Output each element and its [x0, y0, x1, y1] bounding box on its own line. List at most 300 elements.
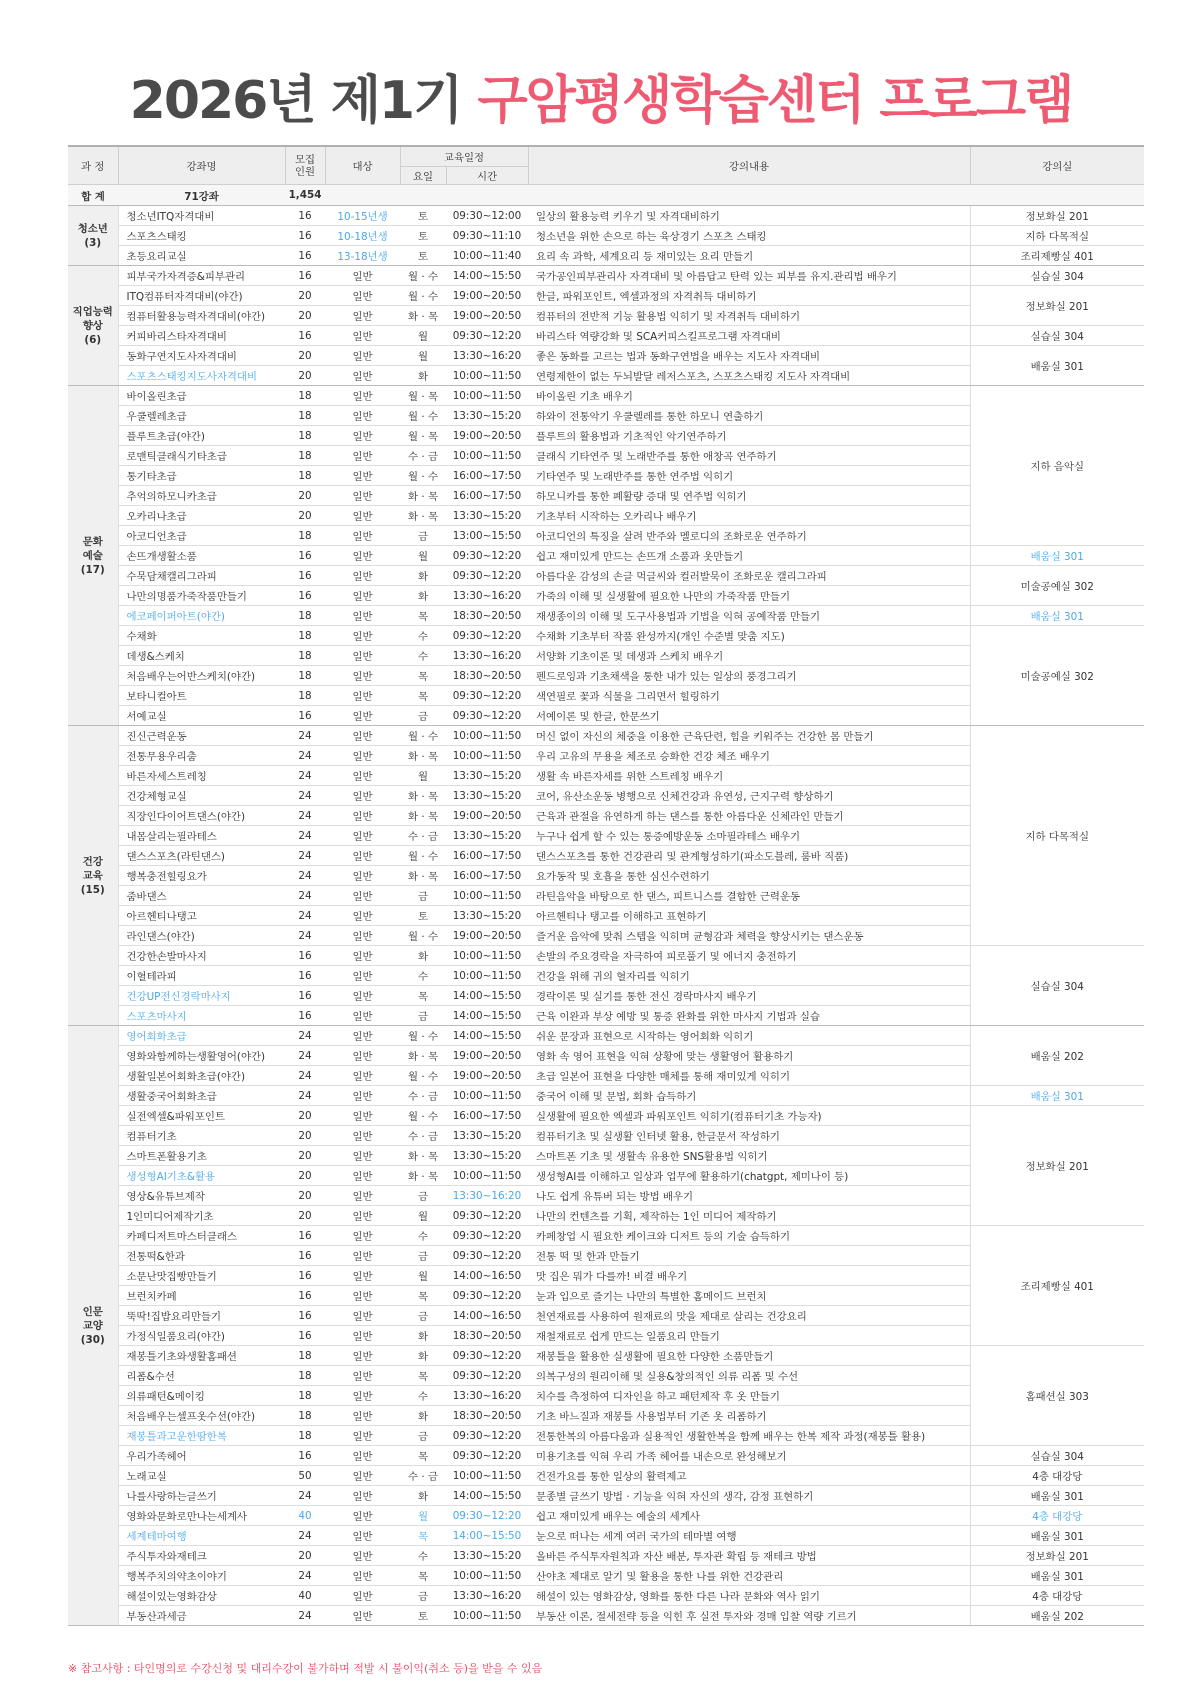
day-cell: 화 · 목 — [400, 866, 446, 886]
time-cell: 13:30~15:20 — [446, 1546, 528, 1566]
target-cell: 일반 — [325, 866, 400, 886]
day-cell: 수 — [400, 1226, 446, 1246]
time-cell: 09:30~12:20 — [446, 1506, 528, 1526]
capacity-cell: 16 — [285, 946, 325, 966]
content-cell: 라틴음악을 바탕으로 한 댄스, 피트니스를 결합한 근력운동 — [528, 886, 970, 906]
day-cell: 화 · 목 — [400, 1046, 446, 1066]
day-cell: 목 — [400, 1366, 446, 1386]
capacity-cell: 24 — [285, 726, 325, 746]
content-cell: 컴퓨터기초 및 실생활 인터넷 활용, 한글문서 작성하기 — [528, 1126, 970, 1146]
target-cell: 일반 — [325, 406, 400, 426]
day-cell: 토 — [400, 206, 446, 226]
content-cell: 하모니카를 통한 폐활량 증대 및 연주법 익히기 — [528, 486, 970, 506]
total-blank — [970, 185, 1144, 206]
target-cell: 일반 — [325, 1106, 400, 1126]
capacity-cell: 18 — [285, 1406, 325, 1426]
header-course: 강좌명 — [118, 146, 285, 185]
capacity-cell: 24 — [285, 806, 325, 826]
room-cell: 정보화실 201 — [970, 1106, 1144, 1226]
time-cell: 18:30~20:50 — [446, 606, 528, 626]
day-cell: 화 — [400, 586, 446, 606]
target-cell: 일반 — [325, 1566, 400, 1586]
day-cell: 토 — [400, 226, 446, 246]
capacity-cell: 16 — [285, 206, 325, 226]
capacity-cell: 24 — [285, 906, 325, 926]
target-cell: 일반 — [325, 386, 400, 406]
target-cell: 일반 — [325, 1546, 400, 1566]
time-cell: 16:00~17:50 — [446, 486, 528, 506]
content-cell: 가죽의 이해 및 실생활에 필요한 나만의 가죽작품 만들기 — [528, 586, 970, 606]
table-row — [68, 1106, 1144, 1126]
content-cell: 하와이 전통악기 우쿨렐레를 통한 하모니 연출하기 — [528, 406, 970, 426]
target-cell: 일반 — [325, 746, 400, 766]
course-name: 스포츠스태킹지도사자격대비 — [118, 366, 285, 386]
table-row — [68, 246, 1144, 266]
time-cell: 13:30~16:20 — [446, 1186, 528, 1206]
capacity-cell: 24 — [285, 926, 325, 946]
capacity-cell: 24 — [285, 846, 325, 866]
course-name: 스포츠마사지 — [118, 1006, 285, 1026]
table-row — [68, 1586, 1144, 1606]
day-cell: 수 — [400, 1386, 446, 1406]
course-name: 브런치카페 — [118, 1286, 285, 1306]
time-cell: 09:30~12:20 — [446, 1286, 528, 1306]
header-schedule: 교육일정 — [400, 146, 528, 167]
content-cell: 플루트의 활용법과 기초적인 악기연주하기 — [528, 426, 970, 446]
category-cell: 청소년 (3) — [68, 206, 118, 266]
content-cell: 건강을 위해 귀의 혈자리를 익히기 — [528, 966, 970, 986]
time-cell: 16:00~17:50 — [446, 466, 528, 486]
day-cell: 수 · 금 — [400, 1466, 446, 1486]
room-cell: 4층 대강당 — [970, 1586, 1144, 1606]
day-cell: 목 — [400, 1286, 446, 1306]
capacity-cell: 24 — [285, 886, 325, 906]
capacity-cell: 24 — [285, 1026, 325, 1046]
day-cell: 월 · 수 — [400, 1026, 446, 1046]
time-cell: 16:00~17:50 — [446, 1106, 528, 1126]
time-cell: 09:30~12:20 — [446, 1206, 528, 1226]
day-cell: 수 — [400, 1546, 446, 1566]
course-name: 통기타초급 — [118, 466, 285, 486]
content-cell: 재봉틀을 활용한 실생활에 필요한 다양한 소품만들기 — [528, 1346, 970, 1366]
table-row — [68, 1026, 1144, 1046]
time-cell: 16:00~17:50 — [446, 846, 528, 866]
table-row — [68, 946, 1144, 966]
capacity-cell: 18 — [285, 686, 325, 706]
day-cell: 화 — [400, 1346, 446, 1366]
program-table — [68, 145, 1144, 1626]
table-row — [68, 566, 1144, 586]
content-cell: 실생활에 필요한 엑셀과 파워포인트 익히기(컴퓨터기초 가능자) — [528, 1106, 970, 1126]
target-cell: 일반 — [325, 346, 400, 366]
header-capacity: 모집 인원 — [285, 146, 325, 185]
capacity-cell: 18 — [285, 626, 325, 646]
course-name: 직장인다이어트댄스(야간) — [118, 806, 285, 826]
target-cell: 일반 — [325, 1606, 400, 1626]
time-cell: 09:30~12:20 — [446, 566, 528, 586]
room-cell: 4층 대강당 — [970, 1506, 1144, 1526]
content-cell: 전통 떡 및 한과 만들기 — [528, 1246, 970, 1266]
target-cell: 일반 — [325, 326, 400, 346]
capacity-cell: 24 — [285, 766, 325, 786]
course-name: 뚝딱!집밥요리만들기 — [118, 1306, 285, 1326]
course-name: 내몸살리는필라테스 — [118, 826, 285, 846]
time-cell: 14:00~15:50 — [446, 986, 528, 1006]
day-cell: 수 · 금 — [400, 1126, 446, 1146]
room-cell: 조리제빵실 401 — [970, 1226, 1144, 1346]
room-cell: 배움실 301 — [970, 1526, 1144, 1546]
course-name: 행복주치의약초이야기 — [118, 1566, 285, 1586]
course-name: 댄스스포츠(라틴댄스) — [118, 846, 285, 866]
time-cell: 13:00~15:50 — [446, 526, 528, 546]
capacity-cell: 20 — [285, 486, 325, 506]
day-cell: 월 · 수 — [400, 266, 446, 286]
capacity-cell: 20 — [285, 1206, 325, 1226]
target-cell: 일반 — [325, 666, 400, 686]
course-name: 나를사랑하는글쓰기 — [118, 1486, 285, 1506]
day-cell: 화 — [400, 1326, 446, 1346]
time-cell: 14:00~16:50 — [446, 1306, 528, 1326]
time-cell: 10:00~11:50 — [446, 946, 528, 966]
room-cell: 조리제빵실 401 — [970, 246, 1144, 266]
time-cell: 13:30~15:20 — [446, 506, 528, 526]
target-cell: 일반 — [325, 906, 400, 926]
course-name: 플루트초급(야간) — [118, 426, 285, 446]
day-cell: 화 — [400, 1406, 446, 1426]
time-cell: 09:30~12:20 — [446, 1226, 528, 1246]
time-cell: 10:00~11:50 — [446, 1606, 528, 1626]
content-cell: 한글, 파워포인트, 엑셀과정의 자격취득 대비하기 — [528, 286, 970, 306]
course-name: 주식투자와재테크 — [118, 1546, 285, 1566]
content-cell: 기초 바느질과 재봉틀 사용법부터 기존 옷 리폼하기 — [528, 1406, 970, 1426]
course-name: 보타니컬아트 — [118, 686, 285, 706]
day-cell: 화 · 목 — [400, 746, 446, 766]
course-name: 컴퓨터기초 — [118, 1126, 285, 1146]
room-cell: 배움실 202 — [970, 1606, 1144, 1626]
capacity-cell: 24 — [285, 1086, 325, 1106]
target-cell: 일반 — [325, 1126, 400, 1146]
room-cell: 지하 다목적실 — [970, 726, 1144, 946]
course-name: 전통떡&한과 — [118, 1246, 285, 1266]
course-name: 처음배우는어반스케치(야간) — [118, 666, 285, 686]
capacity-cell: 16 — [285, 986, 325, 1006]
content-cell: 머신 없이 자신의 체중을 이용한 근육단련, 힘을 키워주는 건강한 몸 만들기 — [528, 726, 970, 746]
time-cell: 13:30~15:20 — [446, 906, 528, 926]
room-cell: 정보화실 201 — [970, 286, 1144, 326]
time-cell: 10:00~11:40 — [446, 246, 528, 266]
content-cell: 중국어 이해 및 문법, 회화 습득하기 — [528, 1086, 970, 1106]
target-cell: 일반 — [325, 366, 400, 386]
table-row — [68, 546, 1144, 566]
total-row — [68, 185, 1144, 206]
day-cell: 월 · 수 — [400, 1106, 446, 1126]
time-cell: 10:00~11:50 — [446, 1566, 528, 1586]
day-cell: 월 — [400, 346, 446, 366]
total-blank — [400, 185, 446, 206]
course-name: 손뜨개생활소품 — [118, 546, 285, 566]
time-cell: 10:00~11:50 — [446, 446, 528, 466]
category-cell: 문화 예술 (17) — [68, 386, 118, 726]
category-cell: 인문 교양 (30) — [68, 1026, 118, 1626]
target-cell: 일반 — [325, 466, 400, 486]
day-cell: 금 — [400, 1246, 446, 1266]
course-name: 세계테마여행 — [118, 1526, 285, 1546]
time-cell: 19:00~20:50 — [446, 926, 528, 946]
table-row — [68, 206, 1144, 226]
room-cell: 홈패션실 303 — [970, 1346, 1144, 1446]
course-name: 초등요리교실 — [118, 246, 285, 266]
day-cell: 토 — [400, 1606, 446, 1626]
content-cell: 부동산 이론, 절세전략 등을 익힌 후 실전 투자와 경매 입찰 역량 기르기 — [528, 1606, 970, 1626]
target-cell: 일반 — [325, 1526, 400, 1546]
day-cell: 화 — [400, 366, 446, 386]
day-cell: 목 — [400, 986, 446, 1006]
total-label: 합 계 — [68, 185, 118, 206]
time-cell: 14:00~15:50 — [446, 1486, 528, 1506]
title-center-name: 구암평생학습센터 프로그램 — [477, 71, 1073, 131]
day-cell: 월 · 수 — [400, 1066, 446, 1086]
course-name: 행복충전힐링요가 — [118, 866, 285, 886]
target-cell: 일반 — [325, 846, 400, 866]
course-name: 카페디저트마스터클래스 — [118, 1226, 285, 1246]
target-cell: 10-18년생 — [325, 226, 400, 246]
target-cell: 일반 — [325, 1346, 400, 1366]
target-cell: 일반 — [325, 1046, 400, 1066]
course-name: 소문난맛집빵만들기 — [118, 1266, 285, 1286]
capacity-cell: 18 — [285, 1426, 325, 1446]
target-cell: 일반 — [325, 626, 400, 646]
table-row — [68, 1566, 1144, 1586]
time-cell: 13:30~16:20 — [446, 1386, 528, 1406]
capacity-cell: 20 — [285, 506, 325, 526]
time-cell: 09:30~12:20 — [446, 706, 528, 726]
room-cell: 배움실 301 — [970, 1486, 1144, 1506]
content-cell: 즐거운 음악에 맞춰 스텝을 익히며 균형감과 체력을 향상시키는 댄스운동 — [528, 926, 970, 946]
day-cell: 월 · 수 — [400, 286, 446, 306]
content-cell: 청소년을 위한 손으로 하는 육상경기 스포츠 스태킹 — [528, 226, 970, 246]
course-name: 처음배우는셀프옷수선(야간) — [118, 1406, 285, 1426]
capacity-cell: 20 — [285, 1166, 325, 1186]
content-cell: 바리스타 역량강화 및 SCA커피스킬프로그램 자격대비 — [528, 326, 970, 346]
time-cell: 10:00~11:50 — [446, 1466, 528, 1486]
capacity-cell: 40 — [285, 1506, 325, 1526]
day-cell: 월 · 수 — [400, 926, 446, 946]
time-cell: 09:30~12:20 — [446, 1446, 528, 1466]
capacity-cell: 20 — [285, 1126, 325, 1146]
day-cell: 수 — [400, 626, 446, 646]
table-row — [68, 266, 1144, 286]
capacity-cell: 24 — [285, 866, 325, 886]
time-cell: 13:30~15:20 — [446, 826, 528, 846]
time-cell: 10:00~11:50 — [446, 966, 528, 986]
content-cell: 문종별 글쓰기 방법 · 기능을 익혀 자신의 생각, 감정 표현하기 — [528, 1486, 970, 1506]
total-capacity: 1,454 — [285, 185, 325, 206]
course-name: 이혈테라피 — [118, 966, 285, 986]
course-name: 의류패턴&메이킹 — [118, 1386, 285, 1406]
header-room: 강의실 — [970, 146, 1144, 185]
time-cell: 18:30~20:50 — [446, 1326, 528, 1346]
target-cell: 일반 — [325, 1246, 400, 1266]
course-name: 수묵담채캘리그라피 — [118, 566, 285, 586]
table-header — [68, 146, 1144, 185]
course-name: 노래교실 — [118, 1466, 285, 1486]
category-cell: 직업능력 향상 (6) — [68, 266, 118, 386]
course-name: 청소년ITQ자격대비 — [118, 206, 285, 226]
target-cell: 일반 — [325, 766, 400, 786]
content-cell: 요리 속 과학, 세계요리 등 재미있는 요리 만들기 — [528, 246, 970, 266]
day-cell: 월 — [400, 766, 446, 786]
course-name: 생성형AI기초&활용 — [118, 1166, 285, 1186]
target-cell: 일반 — [325, 1226, 400, 1246]
content-cell: 재철재료로 쉽게 만드는 일품요리 만들기 — [528, 1326, 970, 1346]
target-cell: 일반 — [325, 1286, 400, 1306]
course-name: 바이올린초급 — [118, 386, 285, 406]
content-cell: 카페창업 시 필요한 케이크와 디저트 등의 기술 습득하기 — [528, 1226, 970, 1246]
capacity-cell: 16 — [285, 1226, 325, 1246]
time-cell: 14:00~15:50 — [446, 1006, 528, 1026]
capacity-cell: 20 — [285, 1106, 325, 1126]
target-cell: 일반 — [325, 546, 400, 566]
table-row — [68, 1606, 1144, 1626]
content-cell: 쉽고 재미있게 만드는 손뜨개 소품과 옷만들기 — [528, 546, 970, 566]
table-row — [68, 326, 1144, 346]
day-cell: 화 — [400, 566, 446, 586]
capacity-cell: 16 — [285, 566, 325, 586]
time-cell: 10:00~11:50 — [446, 1086, 528, 1106]
capacity-cell: 24 — [285, 746, 325, 766]
content-cell: 눈과 입으로 즐기는 나만의 특별한 홈메이드 브런치 — [528, 1286, 970, 1306]
capacity-cell: 16 — [285, 546, 325, 566]
target-cell: 일반 — [325, 1446, 400, 1466]
time-cell: 10:00~11:50 — [446, 746, 528, 766]
day-cell: 금 — [400, 706, 446, 726]
table-row — [68, 346, 1144, 366]
course-name: 추억의하모니카초급 — [118, 486, 285, 506]
day-cell: 월 · 수 — [400, 846, 446, 866]
room-cell: 정보화실 201 — [970, 206, 1144, 226]
header-day: 요일 — [400, 167, 446, 185]
table-row — [68, 286, 1144, 306]
course-name: 진신근력운동 — [118, 726, 285, 746]
target-cell: 일반 — [325, 486, 400, 506]
capacity-cell: 16 — [285, 1266, 325, 1286]
content-cell: 컴퓨터의 전반적 기능 활용법 익히기 및 자격취득 대비하기 — [528, 306, 970, 326]
capacity-cell: 18 — [285, 446, 325, 466]
course-name: 나만의명품가죽작품만들기 — [118, 586, 285, 606]
content-cell: 건전가요를 통한 일상의 활력제고 — [528, 1466, 970, 1486]
table-row — [68, 1486, 1144, 1506]
header-time: 시간 — [446, 167, 528, 185]
page-title — [0, 58, 1202, 133]
time-cell: 09:30~12:20 — [446, 546, 528, 566]
capacity-cell: 24 — [285, 1066, 325, 1086]
time-cell: 09:30~11:10 — [446, 226, 528, 246]
time-cell: 19:00~20:50 — [446, 806, 528, 826]
content-cell: 아름다운 감성의 손글 먹글씨와 컬러발묵이 조화로운 캘리그라피 — [528, 566, 970, 586]
course-name: ITQ컴퓨터자격대비(야간) — [118, 286, 285, 306]
room-cell: 실습실 304 — [970, 1446, 1144, 1466]
capacity-cell: 16 — [285, 326, 325, 346]
content-cell: 초급 일본어 표현을 다양한 매체를 통해 재미있게 익히기 — [528, 1066, 970, 1086]
table-row — [68, 1526, 1144, 1546]
course-name: 스포츠스태킹 — [118, 226, 285, 246]
table-row — [68, 1346, 1144, 1366]
time-cell: 09:30~12:20 — [446, 1426, 528, 1446]
room-cell: 배움실 301 — [970, 546, 1144, 566]
capacity-cell: 18 — [285, 646, 325, 666]
time-cell: 14:00~15:50 — [446, 266, 528, 286]
table-body — [68, 185, 1144, 1626]
room-cell: 실습실 304 — [970, 266, 1144, 286]
course-name: 영상&유튜브제작 — [118, 1186, 285, 1206]
capacity-cell: 16 — [285, 1246, 325, 1266]
day-cell: 월 — [400, 546, 446, 566]
time-cell: 18:30~20:50 — [446, 666, 528, 686]
target-cell: 일반 — [325, 1406, 400, 1426]
content-cell: 바이올린 기초 배우기 — [528, 386, 970, 406]
day-cell: 수 · 금 — [400, 446, 446, 466]
day-cell: 목 — [400, 666, 446, 686]
course-name: 1인미디어제작기초 — [118, 1206, 285, 1226]
day-cell: 수 · 금 — [400, 826, 446, 846]
course-name: 부동산과세금 — [118, 1606, 285, 1626]
capacity-cell: 24 — [285, 1606, 325, 1626]
room-cell: 배움실 301 — [970, 606, 1144, 626]
day-cell: 월 · 목 — [400, 426, 446, 446]
course-name: 줌바댄스 — [118, 886, 285, 906]
room-cell: 4층 대강당 — [970, 1466, 1144, 1486]
capacity-cell: 18 — [285, 526, 325, 546]
target-cell: 일반 — [325, 686, 400, 706]
capacity-cell: 16 — [285, 1306, 325, 1326]
time-cell: 14:00~16:50 — [446, 1266, 528, 1286]
content-cell: 쉽고 재미있게 배우는 예술의 세계사 — [528, 1506, 970, 1526]
time-cell: 10:00~11:50 — [446, 886, 528, 906]
title-year: 2026년 제1기 — [129, 71, 478, 131]
course-name: 아르헨티나탱고 — [118, 906, 285, 926]
day-cell: 금 — [400, 526, 446, 546]
capacity-cell: 24 — [285, 1046, 325, 1066]
target-cell: 일반 — [325, 506, 400, 526]
day-cell: 목 — [400, 1566, 446, 1586]
content-cell: 생활 속 바른자세를 위한 스트레칭 배우기 — [528, 766, 970, 786]
capacity-cell: 16 — [285, 1446, 325, 1466]
target-cell: 일반 — [325, 1186, 400, 1206]
target-cell: 일반 — [325, 806, 400, 826]
day-cell: 토 — [400, 906, 446, 926]
course-name: 서예교실 — [118, 706, 285, 726]
day-cell: 화 · 목 — [400, 1166, 446, 1186]
table-row — [68, 1506, 1144, 1526]
target-cell: 일반 — [325, 946, 400, 966]
capacity-cell: 20 — [285, 1186, 325, 1206]
content-cell: 치수를 측정하여 디자인을 하고 패턴제작 후 옷 만들기 — [528, 1386, 970, 1406]
course-name: 수채화 — [118, 626, 285, 646]
capacity-cell: 24 — [285, 1566, 325, 1586]
table-row — [68, 1466, 1144, 1486]
content-cell: 재생종이의 이해 및 도구사용법과 기법을 익혀 공예작품 만들기 — [528, 606, 970, 626]
time-cell: 10:00~11:50 — [446, 366, 528, 386]
time-cell: 09:30~12:00 — [446, 206, 528, 226]
capacity-cell: 24 — [285, 1526, 325, 1546]
course-name: 우쿨렐레초급 — [118, 406, 285, 426]
content-cell: 맛 집은 뭐가 다를까! 비결 배우기 — [528, 1266, 970, 1286]
time-cell: 16:00~17:50 — [446, 866, 528, 886]
capacity-cell: 20 — [285, 286, 325, 306]
day-cell: 화 — [400, 946, 446, 966]
target-cell: 일반 — [325, 726, 400, 746]
target-cell: 일반 — [325, 1266, 400, 1286]
